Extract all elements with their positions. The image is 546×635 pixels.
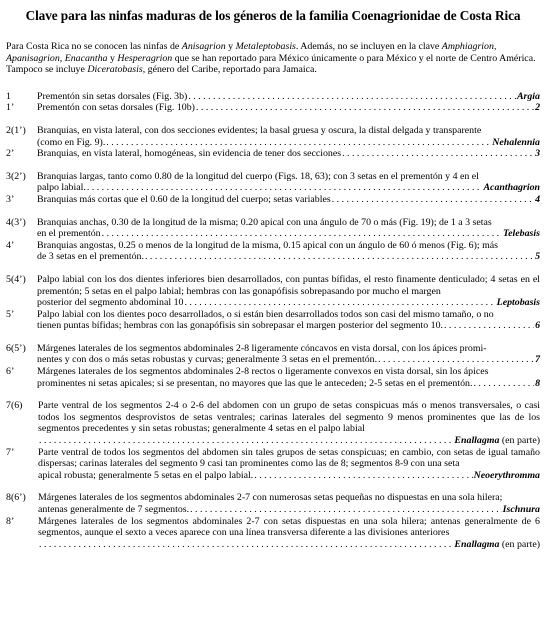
- key-entry: [6, 516, 540, 551]
- key-entry-result: [483, 182, 540, 194]
- key-entry: [6, 102, 540, 114]
- key-entry-final-line: [38, 539, 540, 551]
- key-entry-result: [517, 91, 540, 103]
- key-entry-text: [37, 366, 540, 389]
- key-entry-result: [503, 228, 540, 240]
- key-entry-text: [37, 274, 540, 309]
- intro-paragraph: [6, 41, 540, 76]
- leader-dots: [39, 435, 453, 447]
- key-entry-final-line: [37, 378, 540, 390]
- key-entry-lead: (como en Fig. 9).: [37, 136, 106, 148]
- intro-genus: Diceratobasis: [87, 64, 143, 76]
- key-entry-text: [37, 309, 540, 332]
- key-entry-description: Márgenes laterales de los segmentos abdominales 2-7 con setas dispuestas en una sola hilera; antenas generalmente de 6 segmentos, aunque el sexto a veces aparece con una línea transversa diferente a las divisiones anteriores: [38, 515, 540, 539]
- entry-gap: [6, 160, 540, 171]
- key-entry-description: Branquias anchas, 0.30 de la longitud de la misma; 0.20 apical con una ángulo de 70 o más (Fig. 19); de 1 a 3 setas: [37, 216, 492, 228]
- key-entry-final-line: [37, 102, 540, 114]
- key-entry-number: 4’: [6, 239, 15, 251]
- key-entry-final-line: [37, 91, 540, 103]
- leader-dots: [87, 182, 483, 194]
- intro-genus: Hesperagrion: [117, 52, 173, 64]
- key-entry: [6, 194, 540, 206]
- key-entry-number: 7’: [6, 446, 15, 458]
- key-entry-final-line: [37, 251, 540, 263]
- leader-dots: [342, 148, 534, 160]
- key-entry-result-taxon: Neoerythromma: [473, 469, 540, 481]
- key-entry-result: [503, 504, 540, 516]
- key-entry-number: 8’: [6, 515, 15, 527]
- leader-dots: [190, 504, 502, 516]
- key-entry-text: [38, 492, 540, 515]
- leader-dots: [444, 320, 534, 332]
- entry-gap: [6, 389, 540, 400]
- key-entry-result-taxon: Acanthagrion: [483, 182, 540, 194]
- leader-dots: [106, 137, 491, 149]
- leader-dots: [473, 378, 534, 390]
- key-entry-final-line: [37, 137, 540, 149]
- key-entry-result-note: (en parte): [499, 538, 540, 550]
- key-entry-result-taxon: Enallagma: [454, 538, 500, 550]
- key-entry-lead: palpo labial.: [37, 182, 86, 194]
- key-entry: [6, 447, 540, 482]
- key-entry-number: 7(6): [6, 400, 23, 412]
- key-entry-result-taxon: Leptobasis: [496, 297, 540, 309]
- key-entry-text: [38, 447, 540, 482]
- key-entry: [6, 171, 540, 194]
- key-entry-result-taxon: 7: [535, 354, 540, 366]
- key-entry-lead: tienen puntas bífidas; hembras con las gonapófisis sin sobrepasar el margen posterior del segmento 10.: [37, 320, 443, 332]
- key-entry-number: 6(5’): [6, 342, 26, 354]
- leader-dots: [196, 102, 534, 114]
- key-entry-lead: Branquias, en vista lateral, homogéneas, sin evidencia de tener dos secciones: [37, 148, 342, 160]
- leader-dots: [254, 470, 472, 482]
- key-entry: [6, 240, 540, 263]
- key-entry-text: [37, 194, 540, 206]
- key-entry-number: 3’: [6, 193, 15, 205]
- key-entry-lead: prominentes ni setas apicales; si se presentan, no mayores que las que le anteceden; 2-5 setas en el prementón.: [37, 377, 473, 389]
- identification-key: [6, 91, 540, 551]
- key-entry-text: [37, 148, 540, 160]
- leader-dots: [184, 297, 495, 309]
- key-entry: [6, 400, 540, 446]
- key-entry-result: [535, 378, 540, 390]
- key-entry-result-taxon: 3: [535, 148, 540, 160]
- key-entry-result-taxon: 6: [535, 320, 540, 332]
- intro-genus: Amphiagrion, Apanisagrion, Enacantha: [6, 41, 497, 64]
- key-entry-result: [497, 297, 540, 309]
- key-entry-text: [37, 102, 540, 114]
- key-entry-result-taxon: 2: [535, 102, 540, 114]
- intro-genus: Metaleptobasis: [235, 41, 296, 52]
- key-entry-result: [535, 148, 540, 160]
- key-entry-lead: Prementón con setas dorsales (Fig. 10b): [37, 102, 195, 114]
- key-entry-number: 8(6’): [6, 492, 26, 504]
- key-entry-description: Márgenes laterales de los segmentos abdominales 2-8 ligeramente cóncavos en vista dorsal, con los ápices promi-: [37, 342, 487, 354]
- leader-dots: [188, 91, 516, 103]
- key-entry: [6, 91, 540, 103]
- intro-text: . Además, no se incluyen en la clave: [295, 41, 442, 52]
- key-entry-description: Branquias largas, tanto como 0.80 de la longitud del cuerpo (Figs. 18, 63); con 3 setas en el prementón y 4 en el: [37, 170, 479, 182]
- key-entry-final-line: [38, 435, 540, 447]
- key-entry: [6, 125, 540, 148]
- key-entry-text: [37, 343, 540, 366]
- entry-gap: [6, 206, 540, 217]
- key-entry-lead: apical robusta; generalmente 5 setas en el palpo labial.: [38, 469, 254, 481]
- key-entry-final-line: [37, 194, 540, 206]
- key-entry-lead: Branquias más cortas que el 0.60 de la longitud del cuerpo; setas variables: [37, 193, 331, 205]
- key-entry-final-line: [37, 320, 540, 332]
- key-entry-description: Parte ventral de todos los segmentos del abdomen sin tales grupos de setas conspicuas; en cambio, con setas de igual tamaño dispersas; carinas laterales del segmento 9 casi tan prominentes como las de 8; segmentos 8-9 con una seta: [38, 446, 540, 470]
- leader-dots: [102, 228, 502, 240]
- intro-text: y: [225, 41, 236, 52]
- key-entry-final-line: [38, 470, 540, 482]
- key-entry-number: 2(1’): [6, 124, 26, 136]
- key-entry-result-taxon: Enallagma: [454, 435, 500, 447]
- key-entry-lead: de 3 setas en el prementón.: [37, 251, 144, 263]
- key-entry-result-taxon: Argia: [516, 90, 540, 102]
- key-entry-number: 1’: [6, 102, 15, 114]
- key-entry-text: [37, 171, 540, 194]
- key-entry-result: [535, 320, 540, 332]
- key-entry: [6, 366, 540, 389]
- page-title: Clave para las ninfas maduras de los géneros de la familia Coenagrionidae de Costa Rica: [25, 8, 521, 23]
- key-entry-description: Parte ventral de los segmentos 2-4 o 2-6 del abdomen con un grupo de setas conspicuas más o menos transversales, o casi todos los segmentos desprovistos de setas ventrales; carinas laterales del segmento 9 menos prominentes que las de los segmentos precedentes y sin setas robustas; generalmente 4 setas en el palpo labial: [38, 400, 540, 435]
- intro-text: que se han reportado para México únicamente o para México y el norte de Centro América. Tampoco se incluye: [6, 52, 536, 76]
- key-entry-result: [535, 102, 540, 114]
- leader-dots: [145, 251, 534, 263]
- entry-gap: [6, 332, 540, 343]
- key-entry-description: Márgenes laterales de los segmentos abdominales 2-7 con numerosas setas pequeñas no dispuestas en una sola hilera;: [38, 492, 503, 504]
- key-entry-final-line: [37, 354, 540, 366]
- key-entry: [6, 309, 540, 332]
- key-entry-number: 6’: [6, 366, 15, 378]
- key-entry-number: 5(4’): [6, 273, 26, 285]
- key-entry-result-taxon: Telebasis: [503, 228, 540, 240]
- key-entry-text: [37, 125, 540, 148]
- key-entry: [6, 217, 540, 240]
- key-entry-description: Palpo labial con los dientes poco desarrollados, o si están bien desarrollados todos son casi del mismo tamaño, o no: [37, 308, 494, 320]
- key-entry: [6, 274, 540, 309]
- key-entry-result-taxon: 5: [535, 251, 540, 263]
- key-entry-result: [492, 137, 540, 149]
- key-entry-lead: nentes y con dos o más setas robustas y curvas; generalmente 3 setas en el prementón.: [37, 354, 378, 366]
- key-entry-text: [37, 217, 540, 240]
- key-entry-lead: en el prementón: [37, 228, 101, 240]
- entry-gap: [6, 481, 540, 492]
- key-entry: [6, 343, 540, 366]
- key-entry-description: Branquias angostas, 0.25 o menos de la longitud de la misma, 0.15 apical con un ángulo de 60 ó menos (Fig. 6); más: [37, 239, 499, 251]
- key-entry-description: Márgenes laterales de los segmentos abdominales 2-8 rectos o ligeramente convexos en vista dorsal, sin los ápices: [37, 366, 489, 378]
- key-entry-result: [454, 539, 540, 551]
- key-entry-result-taxon: Ischnura: [502, 504, 540, 515]
- key-entry-result: [474, 470, 540, 482]
- key-entry-number: 2’: [6, 148, 15, 160]
- key-entry-result-note: (en parte): [499, 435, 540, 447]
- key-entry-text: [37, 240, 540, 263]
- key-entry-final-line: [37, 148, 540, 160]
- intro-text: Para Costa Rica no se conocen las ninfas de: [6, 41, 182, 52]
- key-entry-text: [38, 516, 540, 551]
- key-entry-result-taxon: 4: [535, 193, 540, 205]
- key-entry-lead: Prementón sin setas dorsales (Fig. 3b): [37, 90, 188, 102]
- key-entry-number: 1: [6, 90, 11, 102]
- intro-text: , género del Caribe, reportado para Jamaica.: [142, 64, 317, 76]
- key-entry-result: [535, 251, 540, 263]
- key-entry-number: 4(3’): [6, 216, 26, 228]
- key-entry-final-line: [38, 504, 540, 516]
- intro-text: y: [107, 52, 118, 64]
- key-entry-lead: posterior del segmento abdominal 10: [37, 297, 184, 309]
- key-entry-description: Palpo labial con los dos dientes inferiores bien desarrollados, con puntas bífidas, el resto finamente denticulado; 4 setas en el prementón; 5 setas en el palpo labial; hembras con las gonapófisis sobrepasando por mucho el margen: [37, 273, 540, 297]
- key-entry-number: 3(2’): [6, 170, 26, 182]
- entry-gap: [6, 263, 540, 274]
- key-entry-description: Branquias, en vista lateral, con dos secciones evidentes; la basal gruesa y oscura, la distal delgada y transparente: [37, 124, 482, 136]
- key-entry: [6, 492, 540, 515]
- key-entry-result: [535, 354, 540, 366]
- leader-dots: [332, 194, 534, 206]
- key-entry-result: [454, 435, 540, 447]
- leader-dots: [378, 354, 534, 366]
- key-entry-number: 5’: [6, 308, 15, 320]
- key-entry-final-line: [37, 297, 540, 309]
- leader-dots: [39, 539, 453, 551]
- key-entry-final-line: [37, 228, 540, 240]
- key-entry-text: [38, 400, 540, 446]
- key-entry-result: [535, 194, 540, 206]
- key-entry-result-taxon: Nehalennia: [492, 136, 540, 148]
- key-entry: [6, 148, 540, 160]
- intro-genus: Anisagrion: [181, 41, 226, 52]
- key-entry-text: [37, 91, 540, 103]
- document-page: [6, 8, 540, 550]
- key-entry-lead: antenas generalmente de 7 segmentos.: [38, 504, 190, 515]
- key-entry-final-line: [37, 182, 540, 194]
- key-entry-result-taxon: 8: [535, 377, 540, 389]
- entry-gap: [6, 114, 540, 125]
